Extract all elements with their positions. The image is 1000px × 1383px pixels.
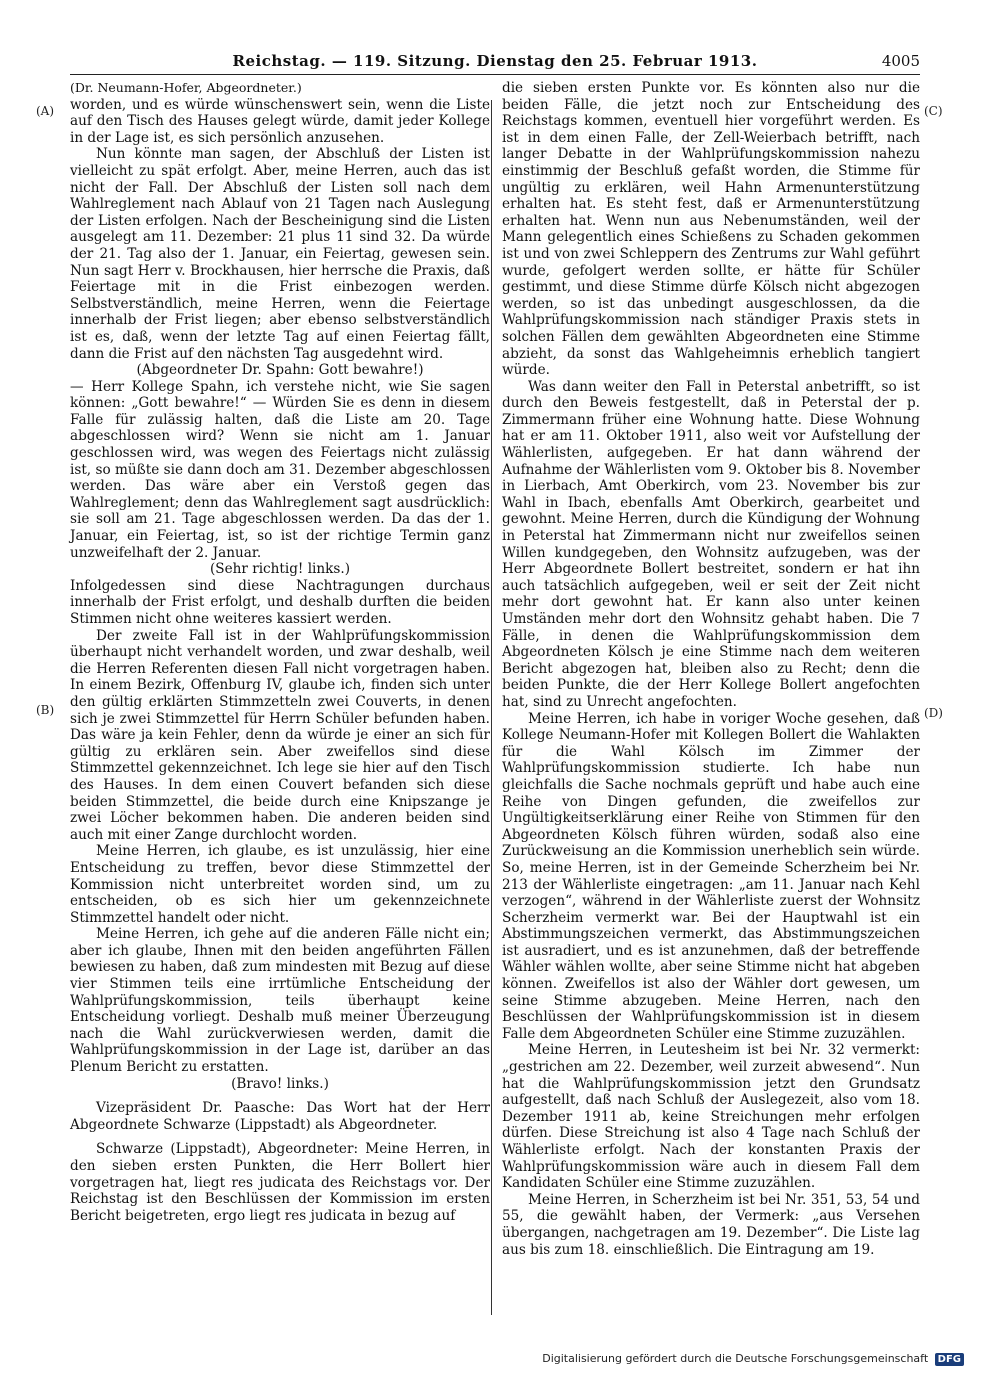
interjection: (Sehr richtig! links.): [209, 561, 351, 578]
paragraph: Meine Herren, ich gehe auf die anderen Fälle nicht ein; aber ich glaube, Ihnen mit den beiden angeführten Fällen bewiesen zu haben, daß zum mindesten mit Bezug auf diese vier Stimmen teils eine irrtümliche Entscheidung der Wahlprüfungskommission, teils überhaupt keine Entscheidung vorliegt. Deshalb muß meiner Überzeugung nach die Wahl zurückverwiesen werden, damit die Wahlprüfungskommission in der Lage ist, darüber an das Plenum Bericht zu erstatten.: [70, 926, 490, 1076]
spacer: [70, 1092, 490, 1100]
page-header: [70, 52, 920, 75]
interjection: (Bravo! links.): [231, 1075, 329, 1092]
margin-mark-a: (A): [36, 104, 55, 118]
paragraph: Meine Herren, in Scherzheim ist bei Nr. 351, 53, 54 und 55, die gewählt haben, der Vermerk: „aus Versehen übergangen, nachgetragen am 19. Dezember“. Die Liste lag aus bis zum 18. einschließlich. Die Eintragung am 19.: [502, 1191, 920, 1258]
paragraph: Der zweite Fall ist in der Wahlprüfungskommission überhaupt nicht verhandelt worden, und zwar deshalb, weil die Herren Referenten diesen Fall nicht vorgetragen haben. In einem Bezirk, Offenburg IV, glaube ich, finden sich unter den gültig erklärten Stimmzetteln zwei Couverts, in denen sich je zwei Stimmzettel für Herrn Schüler befunden haben. Das wäre ja kein Fehler, denn da würde je einer an sich für gültig zu erklären sein. Aber zweifellos sind diese Stimmzettel gekennzeichnet. Ich lege sie hier auf den Tisch des Hauses. In dem einen Couvert befanden sich diese beiden Stimmzettel, die beide durch eine Knipszange je zwei Löcher bekommen haben. Die anderen beiden sind auch mit einer Zange durchlocht worden.: [70, 627, 490, 843]
running-speaker: (Dr. Neumann-Hofer, Abgeordneter.): [70, 80, 302, 95]
paragraph: worden, und es würde wünschenswert sein, wenn die Liste auf den Tisch des Hauses gelegt würde, damit jeder Kollege in der Lage ist, es sich persönlich anzusehen.: [70, 96, 490, 146]
dfg-logo: DFG: [935, 1353, 964, 1366]
paragraph: Nun könnte man sagen, der Abschluß der Listen ist vielleicht zu spät erfolgt. Aber, meine Herren, auch das ist nicht der Fall. Der Abschluß der Listen soll nach dem Wahlreglement nach Ablauf von 21 Tagen nach Auslegung der Listen erfolgen. Nach der Bescheinigung sind die Listen ausgelegt am 11. Dezember: 21 plus 11 sind 32. Da würde der 21. Tag also der 1. Januar, ein Feiertag, gewesen sein. Nun sagt Herr v. Brockhausen, hier herrsche die Praxis, daß Feiertage mit in die Frist einbezogen werden. Selbstverständlich, meine Herren, wenn die Feiertage innerhalb der Frist liegen; aber ebenso selbstverständlich ist es, daß, wenn der letzte Tag auf einen Feiertag fällt, dann die Frist auf den nächsten Tag ausgedehnt wird.: [70, 146, 490, 362]
paragraph: Meine Herren, ich glaube, es ist unzulässig, hier eine Entscheidung zu treffen, bevor diese Stimmzettel der Kommission nicht unterbreitet worden sind, um zu entscheiden, ob es sich hier um gekennzeichnete Stimmzettel handelt oder nicht.: [70, 843, 490, 926]
margin-mark-c: (C): [924, 104, 943, 118]
speaker-paragraph: Vizepräsident Dr. Paasche: Das Wort hat der Herr Abgeordnete Schwarze (Lippstadt) als Abgeordneter.: [70, 1100, 490, 1133]
speaker-paragraph: Schwarze (Lippstadt), Abgeordneter: Meine Herren, in den sieben ersten Punkten, die Herr Bollert hier vorgetragen hat, liegt res judicata des Reichstags vor. Der Reichstag ist den Beschlüssen der Kommission im ersten Bericht beigetreten, ergo liegt res judicata in bezug auf: [70, 1141, 490, 1224]
paragraph: die sieben ersten Punkte vor. Es könnten also nur die beiden Fälle, die jetzt noch zur Entscheidung des Reichstags kommen, eventuell hier vorgeführt werden. Es ist in dem einen Falle, der Zell-Weierbach betrifft, nach langer Debatte in der Wahlprüfungskommission nahezu einstimmig der Beschluß gefaßt worden, die Stimme für ungültig zu erklären, weil Hahn Armenunterstützung erhalten hat. Es steht fest, daß er Armenunterstützung erhalten hat. Wenn nun aus Nebenumständen, weil der Mann gelegentlich eines Schießens zu Schaden gekommen ist und von zwei Schleppern des Zentrums zur Wahl geführt wurde, gefolgert werden sollte, er hätte für Schüler gestimmt, und diese Stimme dürfe Kölsch nicht abgezogen werden, so ist das unbedingt ausgeschlossen, da die Wahlprüfungskommission nach ständiger Praxis stets in solchen Fällen dem gewählten Abgeordneten eine Stimme abzieht, da sonst das Wahlgeheimnis erheblich tangiert würde.: [502, 80, 920, 379]
paragraph: Meine Herren, ich habe in voriger Woche gesehen, daß Kollege Neumann-Hofer mit Kollegen Bollert die Wahlakten für die Wahl Kölsch im Zimmer der Wahlprüfungskommission studierte. Ich habe nun gleichfalls die Sache nochmals geprüft und habe auch eine Reihe von Dingen gefunden, die zweifellos zur Ungültigkeitserklärung einer Reihe von Stimmen für den Abgeordneten Kölsch führen würden, sodaß also eine Zurückweisung an die Kommission unerheblich sein würde. So, meine Herren, ist in der Gemeinde Scherzheim bei Nr. 213 der Wählerliste eingetragen: „am 11. Januar nach Kehl verzogen“, während in der Wählerliste zuerst der Wohnsitz Scherzheim vermerkt war. Bei der Hauptwahl ist ein Abstimmungszeichen vermerkt, das Abstimmungszeichen ist ausradiert, und es ist anzunehmen, daß der betreffende Wähler wählen wollte, aber seine Stimme nicht hat abgeben können. Zweifellos ist also der Wähler dort gewesen, um seine Stimme abzugeben. Meine Herren, nach den Beschlüssen der Wahlprüfungskommission ist in diesem Falle dem Abgeordneten Schüler eine Stimme zuzuzählen.: [502, 710, 920, 1042]
right-column: [502, 80, 920, 1258]
paragraph: Meine Herren, in Leutesheim ist bei Nr. 32 vermerkt: „gestrichen am 22. Dezember, weil zurzeit abwesend“. Nun hat die Wahlprüfungskommission jetzt den Grundsatz aufgestellt, daß nach Schluß der Auslegezeit, also vom 18. Dezember 1911 ab, keine Streichungen mehr erfolgen dürfen. Diese Streichung ist also 4 Tage nach Schluß der Wählerliste erfolgt. Nach der konstanten Praxis der Wahlprüfungskommission wäre auch in diesem Fall dem Kandidaten Schüler eine Stimme zuzuzählen.: [502, 1042, 920, 1192]
left-column: [70, 80, 490, 1224]
paragraph: Infolgedessen sind diese Nachtragungen durchaus innerhalb der Frist erfolgt, und deshalb durften die beiden Stimmen nicht ohne weiteres kassiert werden.: [70, 577, 490, 627]
column-divider: [491, 100, 492, 1315]
margin-mark-d: (D): [924, 706, 943, 720]
paragraph: — Herr Kollege Spahn, ich verstehe nicht, wie Sie sagen können: „Gott bewahre!“ — Würden Sie es denn in diesem Falle für zulässig halten, daß die Liste am 20. Tage abgeschlossen wird? Wenn sie nicht am 1. Januar geschlossen wird, was wegen des Feiertags nicht zulässig ist, so müßte sie dann doch am 31. Dezember abgeschlossen werden. Das wäre aber ein Verstoß gegen das Wahlreglement; denn das Wahlreglement sagt ausdrücklich: sie soll am 21. Tage abgeschlossen werden. Da das der 1. Januar, ein Feiertag, ist, so ist der richtige Termin ganz unzweifelhaft der 2. Januar.: [70, 378, 490, 561]
footer-text: Digitalisierung gefördert durch die Deutsche Forschungsgemeinschaft: [542, 1352, 929, 1365]
margin-mark-b: (B): [36, 703, 55, 717]
running-title: Reichstag. — 119. Sitzung. Dienstag den 25. Februar 1913.: [232, 52, 758, 70]
interjection: (Abgeordneter Dr. Spahn: Gott bewahre!): [136, 362, 424, 379]
spacer: [70, 1133, 490, 1141]
footer-credit: [542, 1352, 964, 1366]
paragraph: Was dann weiter den Fall in Peterstal anbetrifft, so ist durch den Beweis festgestellt, daß in Peterstal der p. Zimmermann früher eine Wohnung hatte. Diese Wohnung hat er am 11. Oktober 1911, also weit vor Aufstellung der Wählerlisten, aufgegeben. Er hat dann während der Aufnahme der Wählerlisten vom 9. Oktober bis 8. November in Lierbach, Amt Oberkirch, vom 23. November bis zur Wahl in Ibach, ebenfalls Amt Oberkirch, gearbeitet und gewohnt. Meine Herren, durch die Kündigung der Wohnung in Peterstal hat Zimmermann nicht nur zweifellos seinen Willen kundgegeben, den Wohnsitz aufzugeben, was der Herr Abgeordnete Bollert bestreitet, sondern er hat ihn auch tatsächlich aufgegeben, weil er seit der Zeit nicht mehr dort gewohnt hat. Er kann also unter keinen Umständen mehr dort den Wohnsitz gehabt haben. Die 7 Fälle, in denen die Wahlprüfungskommission dem Abgeordneten Kölsch je eine Stimme nach dem weiteren Bericht abgezogen hat, bleiben also zu Recht; denn die beiden Punkte, die der Herr Kollege Bollert angefochten hat, sind zu Unrecht angefochten.: [502, 378, 920, 710]
page-number: 4005: [881, 52, 920, 70]
